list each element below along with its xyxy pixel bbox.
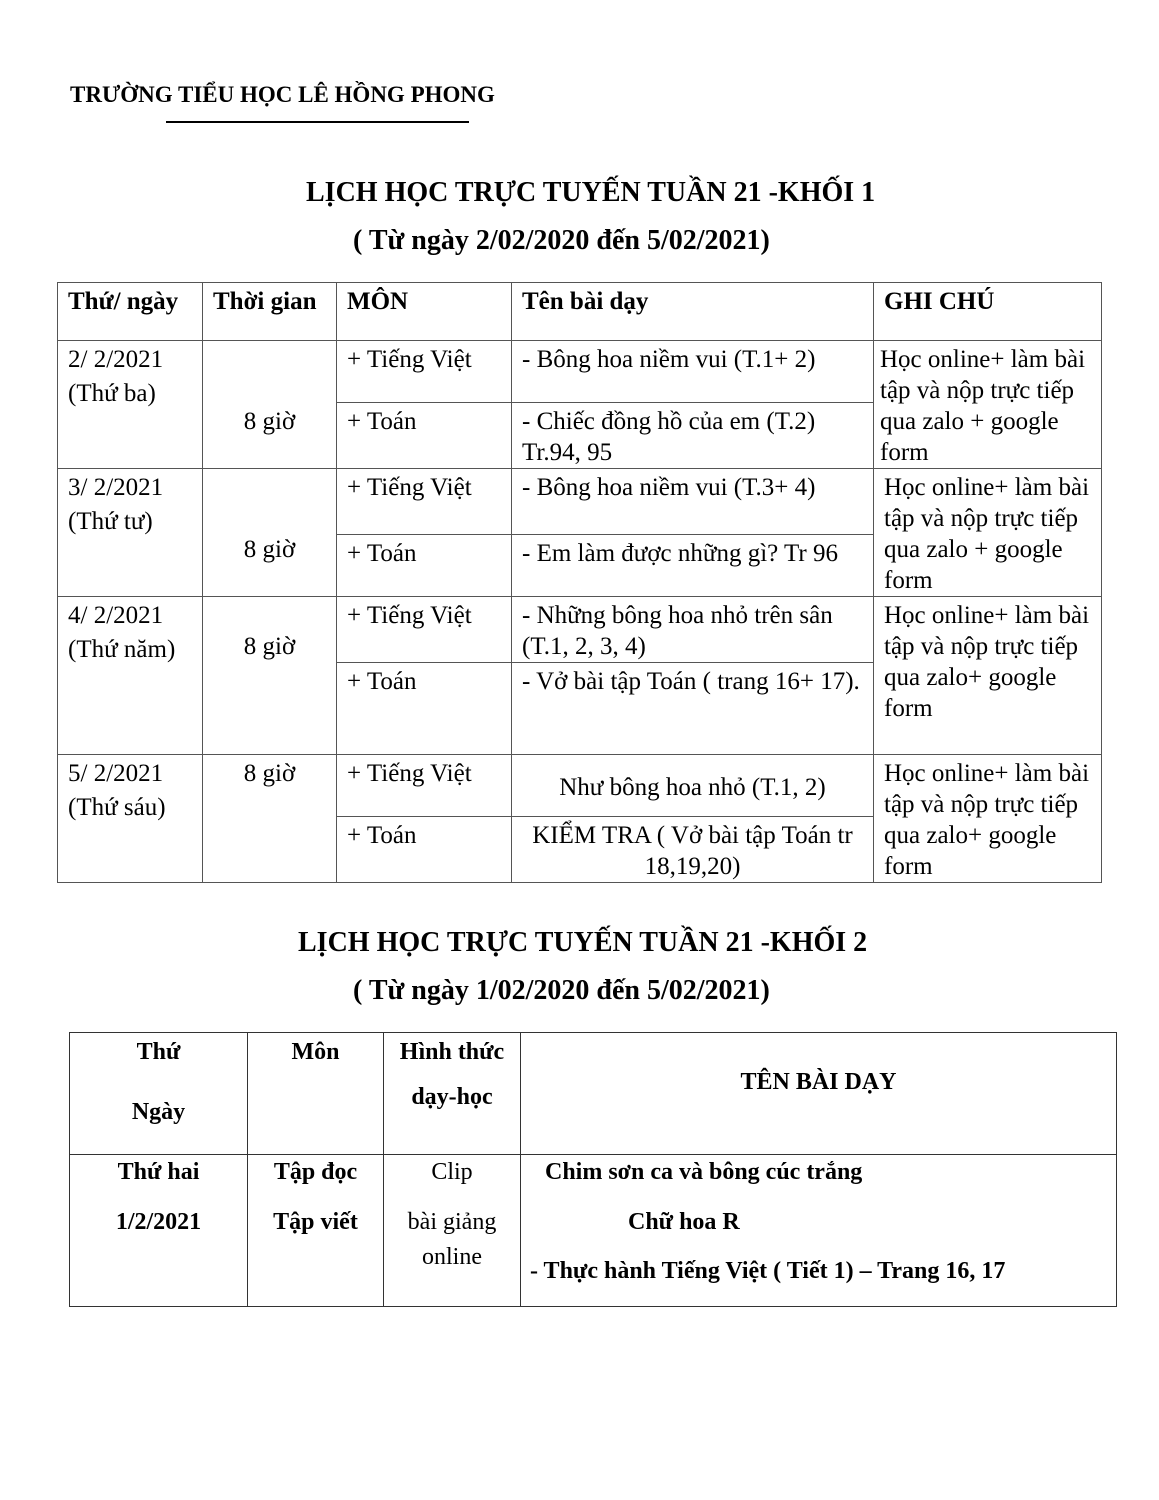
header-day: Thứ/ ngày [68,288,179,315]
day-date: 3/ 2/2021 [68,474,164,501]
school-name-underline [166,121,469,123]
time-cell [203,341,337,469]
header-lesson: Tên bài dạy [522,288,649,315]
subject-value: + Tiếng Việt [347,474,472,501]
schedule2-title: LỊCH HỌC TRỰC TUYẾN TUẦN 21 -KHỐI 2 [298,927,868,958]
note-cell [874,341,1102,469]
lesson-value: KIỂM TRA ( Vở bài tập Toán tr 18,19,20) [532,822,853,880]
lesson-cell [512,403,874,469]
day-weekday: (Thứ năm) [68,636,176,663]
subject-cell [337,341,512,403]
schedule2-heading [0,927,1159,1007]
subject-value: + Toán [347,822,417,849]
schedule2-header-row [70,1033,1117,1155]
schedule1-table [57,282,1102,883]
header-note: GHI CHÚ [884,288,995,315]
note-cell [874,755,1102,883]
subject-value: + Toán [347,668,417,695]
day-date: 5/ 2/2021 [68,760,164,787]
time-value: 8 giờ [243,408,296,435]
subject-cell [337,817,512,883]
note-value: Học online+ làm bài tập và nộp trực tiếp qua zalo + google form [880,346,1086,466]
time-cell [203,597,337,755]
time-value: 8 giờ [243,536,296,563]
day-cell [58,469,203,597]
row-form-3: online [422,1244,482,1270]
lesson-cell [512,535,874,597]
subject-cell [337,663,512,755]
day-cell [58,341,203,469]
table-row [70,1155,1117,1307]
row-form-1: Clip [431,1159,473,1185]
header-cell [384,1033,521,1155]
subject-cell [337,469,512,535]
header-cell [874,283,1102,341]
header-cell [70,1033,248,1155]
school-name: TRƯỜNG TIỂU HỌC LÊ HỒNG PHONG [70,82,495,107]
table-row [58,341,1102,403]
lesson-value: - Vở bài tập Toán ( trang 16+ 17). [522,668,860,695]
lesson-value: - Em làm được những gì? Tr 96 [522,540,839,567]
day-cell [70,1155,248,1307]
lesson-value: - Bông hoa niềm vui (T.1+ 2) [522,346,816,373]
schedule1-header-row [58,283,1102,341]
subject-cell [337,597,512,663]
time-value: 8 giờ [243,760,296,787]
form-cell [384,1155,521,1307]
day-weekday: (Thứ tư) [68,508,153,535]
time-value: 8 giờ [243,633,296,660]
subject-value: + Toán [347,540,417,567]
row-lesson-3: - Thực hành Tiếng Việt ( Tiết 1) – Trang 16, 17 [530,1258,1006,1284]
schedule2-table [69,1032,1117,1307]
row-lesson-2: Chữ hoa R [628,1209,740,1235]
subject-value: + Toán [347,408,417,435]
day-date: 4/ 2/2021 [68,602,164,629]
lesson-value: - Chiếc đồng hồ của em (T.2) Tr.94, 95 [522,408,816,466]
note-value: Học online+ làm bài tập và nộp trực tiếp qua zalo+ google form [884,760,1090,880]
row-subject-2: Tập viết [273,1209,358,1235]
note-cell [874,469,1102,597]
lesson-cell [512,341,874,403]
lesson-value: - Những bông hoa nhỏ trên sân (T.1, 2, 3, 4) [522,602,833,660]
header-time: Thời gian [213,288,317,315]
header-lesson: TÊN BÀI DẠY [740,1069,897,1095]
lesson-cell [512,663,874,755]
table-row [58,469,1102,535]
schedule1-title: LỊCH HỌC TRỰC TUYẾN TUẦN 21 -KHỐI 1 [306,177,876,208]
day-weekday: (Thứ sáu) [68,794,166,821]
lesson-cell [512,817,874,883]
day-cell [58,755,203,883]
row-subject-1: Tập đọc [273,1159,358,1185]
header-day: Thứ [136,1039,181,1065]
day-cell [58,597,203,755]
header-cell [337,283,512,341]
schedule1-heading [0,177,1159,257]
table-row [58,755,1102,817]
schedule1-subtitle: ( Từ ngày 2/02/2020 đến 5/02/2021) [353,225,770,256]
header-date: Ngày [131,1099,186,1125]
header-cell [512,283,874,341]
day-weekday: (Thứ ba) [68,380,156,407]
subject-cell [337,755,512,817]
subject-value: + Tiếng Việt [347,346,472,373]
row-form-2: bài giảng [407,1209,497,1235]
lesson-value: - Bông hoa niềm vui (T.3+ 4) [522,474,816,501]
subject-cell [337,535,512,597]
header-cell [248,1033,384,1155]
header-form-2: dạy-học [411,1084,493,1110]
header-cell [521,1033,1117,1155]
header-form: Hình thức [399,1039,505,1065]
row-weekday: Thứ hai [117,1159,200,1185]
time-cell [203,469,337,597]
note-cell [874,597,1102,755]
subject-cell [248,1155,384,1307]
day-date: 2/ 2/2021 [68,346,164,373]
subject-value: + Tiếng Việt [347,602,472,629]
lesson-value: Như bông hoa nhỏ (T.1, 2) [559,774,826,801]
lesson-cell [512,597,874,663]
subject-cell [337,403,512,469]
time-cell [203,755,337,883]
note-value: Học online+ làm bài tập và nộp trực tiếp qua zalo+ google form [884,602,1090,722]
header-subject: Môn [291,1039,340,1065]
schedule2-subtitle: ( Từ ngày 1/02/2020 đến 5/02/2021) [353,975,770,1006]
subject-value: + Tiếng Việt [347,760,472,787]
lesson-cell [521,1155,1117,1307]
table-row [58,597,1102,663]
header-cell [58,283,203,341]
lesson-cell [512,755,874,817]
header-cell [203,283,337,341]
lesson-cell [512,469,874,535]
row-date: 1/2/2021 [115,1209,202,1235]
note-value: Học online+ làm bài tập và nộp trực tiếp qua zalo + google form [884,474,1090,594]
row-lesson-1: Chim sơn ca và bông cúc trắng [545,1159,863,1185]
header-subject: MÔN [347,288,409,315]
